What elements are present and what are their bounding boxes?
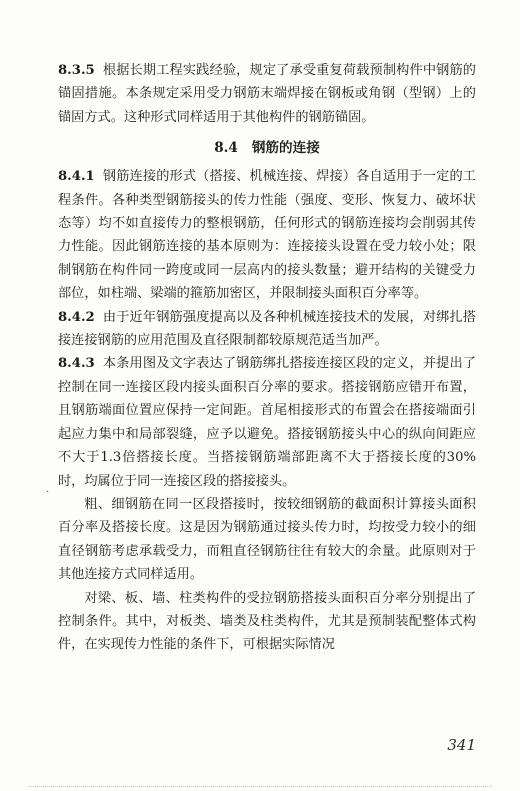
body-text — [58, 59, 476, 657]
section-title: 钢筋的连接 — [251, 140, 320, 157]
clause-number: 8.4.1 — [58, 169, 95, 185]
scan-mark: · — [46, 487, 50, 498]
paragraph-bar-diameter: 粗、细钢筋在同一区段搭接时，按较细钢筋的截面积计算接头面积百分率及搭接长度。这是因为钢筋通过接头传力时，均按受力较小的细直径钢筋考虑承载受力，而粗直径钢筋往往有较大的余量。此原则对于其他连接方式同样适用。 — [58, 496, 476, 583]
clause-number: 8.4.3 — [58, 356, 95, 372]
clause-text: 根据长期工程实践经验，规定了承受重复荷载预制构件中钢筋的锚固措施。本条规定采用受力钢筋末端焊接在钢板或角钢（型钢）上的锚固方式。这种形式同样适用于其他构件的钢筋锚固。 — [58, 63, 476, 125]
clause-number: 8.4.2 — [58, 309, 95, 325]
section-number: 8.4 — [214, 140, 238, 157]
clause-text: 由于近年钢筋强度提高以及各种机械连接技术的发展，对绑扎搭接连接钢筋的应用范围及直径限制都较原规范适当加严。 — [58, 309, 476, 349]
section-heading — [58, 137, 476, 159]
clause-text: 钢筋连接的形式（搭接、机械连接、焊接）各自适用于一定的工程条件。各种类型钢筋接头的传力性能（强度、变形、恢复力、破坏状态等）均不如直接传力的整根钢筋，任何形式的钢筋连接均会削弱其传力性能。因此钢筋连接的基本原则为：连接接头设置在受力较小处；限制钢筋在构件同一跨度或同一层高内的接头数量；避开结构的关键受力部位，如柱端、梁端的箍筋加密区，并限制接头面积百分率等。 — [58, 169, 476, 302]
page-number: 341 — [447, 736, 476, 754]
clause-8-4-3 — [58, 352, 476, 492]
clause-8-4-1 — [58, 165, 476, 305]
clause-8-3-5 — [58, 59, 476, 129]
clause-text: 本条用图及文字表达了钢筋绑扎搭接连接区段的定义，并提出了控制在同一连接区段内接头面积百分率的要求。搭接钢筋应错开布置，且钢筋端面位置应保持一定间距。首尾相接形式的布置会在搭接端面引起应力集中和局部裂缝，应予以避免。搭接钢筋接头中心的纵向间距应不大于1.3倍搭接长度。当搭接钢筋端部距离不大于搭接长度的30%时，均属位于同一连接区段的搭接接头。 — [58, 356, 476, 489]
scan-edge-line — [28, 786, 492, 787]
clause-number: 8.3.5 — [58, 63, 95, 78]
paragraph-lap-percentage: 对梁、板、墙、柱类构件的受拉钢筋搭接头面积百分率分别提出了控制条件。其中，对板类、墙类及柱类构件，尤其是预制装配整体式构件，在实现传力性能的条件下，可根据实际情况 — [58, 590, 476, 653]
clause-8-4-2 — [58, 306, 476, 353]
